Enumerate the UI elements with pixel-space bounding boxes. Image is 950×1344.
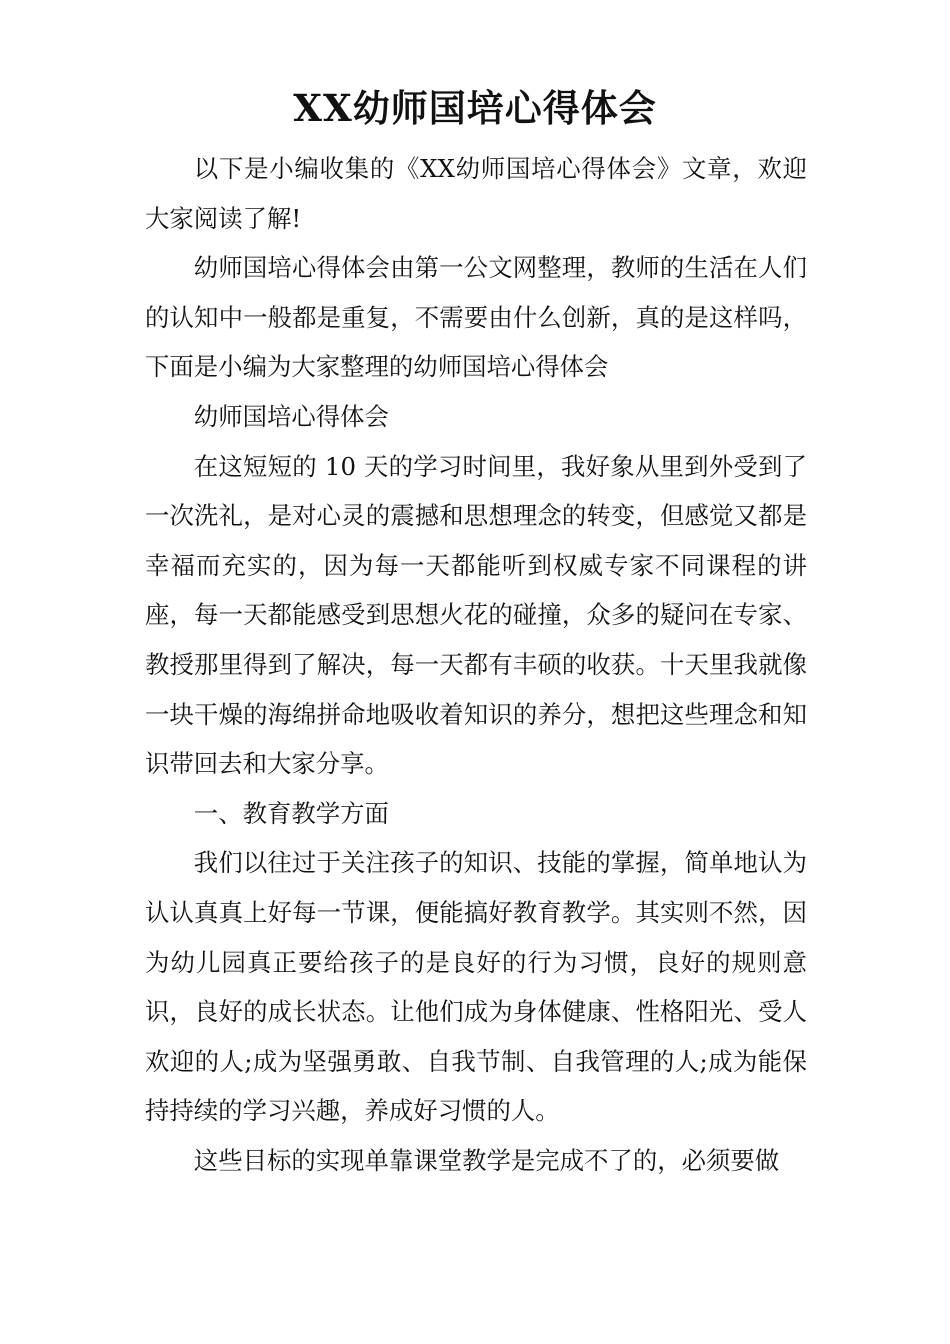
paragraph-body-2: 我们以往过于关注孩子的知识、技能的掌握，简单地认为认认真真上好每一节课，便能搞好教育教学。其实则不然，因为幼儿园真正要给孩子的是良好的行为习惯，良好的规则意识，良好的成长状态。让他们成为身体健康、性格阳光、受人欢迎的人;成为坚强勇敢、自我节制、自我管理的人;成为能保持持续的学习兴趣，养成好习惯的人。: [145, 848, 807, 1126]
paragraph-summary: 幼师国培心得体会由第一公文网整理，教师的生活在人们的认知中一般都是重复，不需要由什么创新，真的是这样吗，下面是小编为大家整理的幼师国培心得体会: [145, 253, 807, 382]
paragraph-intro: 以下是小编收集的《XX幼师国培心得体会》文章，欢迎大家阅读了解!: [145, 154, 807, 233]
paragraph-body-1: 在这短短的 10 天的学习时间里，我好象从里到外受到了一次洗礼，是对心灵的震撼和思想理念的转变，但感觉又都是幸福而充实的，因为每一天都能听到权威专家不同课程的讲座，每一天都能感受到思想火花的碰撞，众多的疑问在专家、教授那里得到了解决，每一天都有丰硕的收获。十天里我就像一块干燥的海绵拼命地吸收着知识的养分，想把这些理念和知识带回去和大家分享。: [145, 451, 807, 779]
paragraph-subtitle: 幼师国培心得体会: [193, 401, 389, 431]
paragraph-body-3: 这些目标的实现单靠课堂教学是完成不了的，必须要做: [193, 1145, 780, 1175]
document-body: [145, 144, 807, 1185]
section-heading: 一、教育教学方面: [193, 798, 389, 828]
document-title: XX幼师国培心得体会: [293, 86, 657, 130]
